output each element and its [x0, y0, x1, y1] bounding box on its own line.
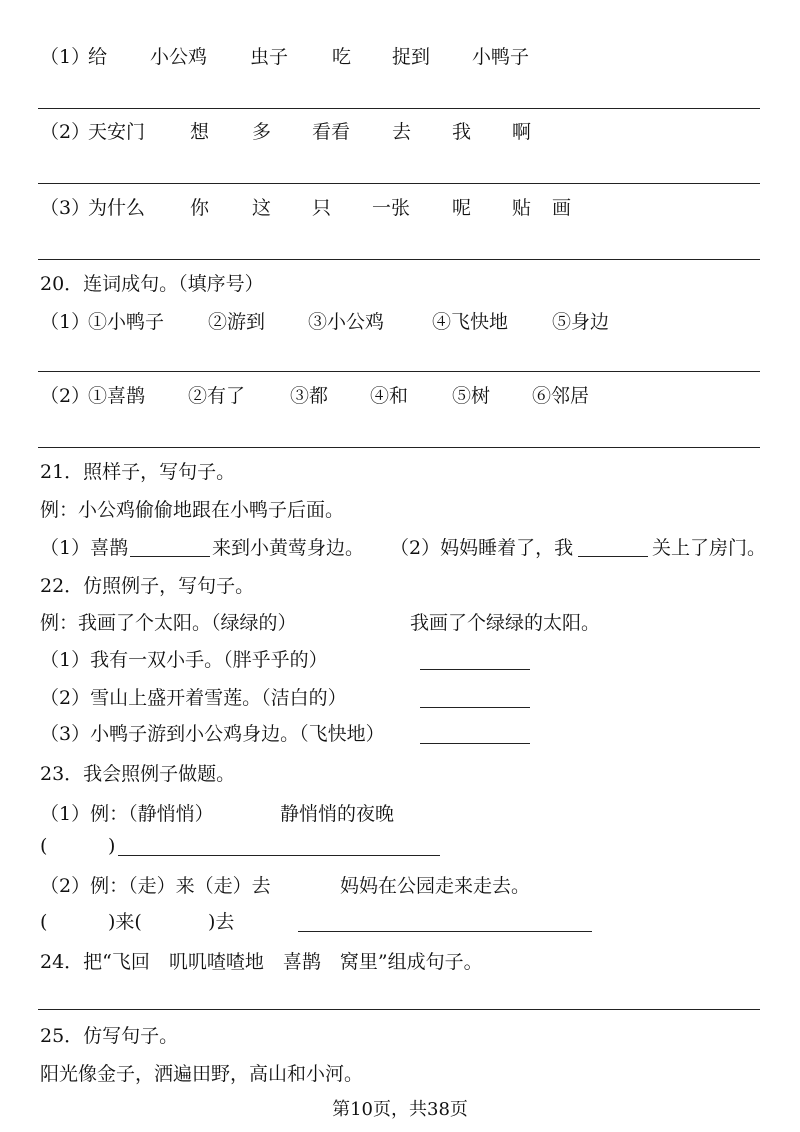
paren-open: ( [40, 835, 48, 857]
word: 贴 [512, 197, 532, 219]
answer-blank[interactable] [420, 669, 530, 670]
word: ②游到 [208, 311, 266, 333]
item-text: （2）雪山上盛开着雪莲。（洁白的） [40, 687, 347, 709]
word: 吃 [332, 46, 352, 68]
q25-title: 25．仿写句子。 [40, 1025, 179, 1047]
word: 看看 [312, 121, 351, 143]
word: ④飞快地 [432, 311, 509, 333]
example-sentence: 例：我画了个太阳。（绿绿的） [40, 612, 297, 634]
example-word: （1）例：（静悄悄） [40, 803, 214, 825]
word: ⑤身边 [552, 311, 610, 333]
word: 捉到 [392, 46, 431, 68]
word: 去 [392, 121, 412, 143]
word: 一张 [372, 197, 411, 219]
word: 画 [552, 197, 572, 219]
word: 小鸭子 [472, 46, 530, 68]
word: 天安门 [88, 121, 146, 143]
word: 呢 [452, 197, 472, 219]
answer-blank[interactable] [420, 707, 530, 708]
word: ②有了 [188, 385, 246, 407]
q23-title: 23．我会照例子做题。 [40, 763, 236, 785]
word: ①喜鹊 [88, 385, 146, 407]
item-number: （1） [40, 46, 91, 68]
answer-line[interactable] [38, 259, 760, 260]
q20-title: 20．连词成句。（填序号） [40, 273, 264, 295]
answer-line[interactable] [38, 108, 760, 109]
item-text: （1）我有一双小手。（胖乎乎的） [40, 649, 328, 671]
answer-line[interactable] [38, 183, 760, 184]
item-number: （3） [40, 197, 91, 219]
item-number: （2） [40, 385, 91, 407]
qu-text: )去 [208, 911, 235, 933]
word: ⑤树 [452, 385, 491, 407]
example-word: （2）例：（走）来（走）去 [40, 875, 271, 897]
word: 只 [312, 197, 332, 219]
item-number: （1） [40, 311, 91, 333]
fill-blank[interactable] [130, 556, 210, 557]
q21-example: 例：小公鸡偷偷地跟在小鸭子后面。 [40, 499, 345, 521]
lai-text: )来( [108, 911, 142, 933]
item-1-start: （1）喜鹊 [40, 537, 129, 559]
paren-open: ( [40, 911, 48, 933]
word: 多 [252, 121, 272, 143]
word: 想 [190, 121, 210, 143]
answer-line[interactable] [38, 1009, 760, 1010]
item-2-end: 关上了房门。 [652, 537, 767, 559]
word: 为什么 [88, 197, 146, 219]
item-2-start: （2）妈妈睡着了，我 [390, 537, 574, 559]
word: 这 [252, 197, 272, 219]
item-1-end: 来到小黄莺身边。 [212, 537, 365, 559]
answer-line[interactable] [38, 447, 760, 448]
q21-title: 21．照样子，写句子。 [40, 461, 236, 483]
item-number: （2） [40, 121, 91, 143]
paren-close: ) [108, 835, 116, 857]
word: ①小鸭子 [88, 311, 165, 333]
example-answer: 妈妈在公园走来走去。 [340, 875, 531, 897]
word: 我 [452, 121, 472, 143]
word: 虫子 [250, 46, 289, 68]
word: ④和 [370, 385, 409, 407]
fill-blank[interactable] [578, 556, 648, 557]
q24-title: 24．把“飞回 叽叽喳喳地 喜鹊 窝里”组成句子。 [40, 951, 483, 973]
page-number: 第10页，共38页 [332, 1099, 468, 1120]
answer-line[interactable] [38, 371, 760, 372]
q25-example: 阳光像金子，洒遍田野，高山和小河。 [40, 1063, 364, 1085]
example-answer: 静悄悄的夜晚 [280, 803, 395, 825]
answer-blank[interactable] [118, 855, 440, 856]
word: ③小公鸡 [308, 311, 385, 333]
word: 给 [88, 46, 108, 68]
q22-title: 22．仿照例子，写句子。 [40, 575, 255, 597]
example-answer: 我画了个绿绿的太阳。 [410, 612, 601, 634]
item-text: （3）小鸭子游到小公鸡身边。（飞快地） [40, 723, 385, 745]
word: 啊 [512, 121, 532, 143]
word: 小公鸡 [150, 46, 208, 68]
answer-blank[interactable] [420, 743, 530, 744]
word: ⑥邻居 [532, 385, 590, 407]
answer-blank[interactable] [298, 931, 592, 932]
word: 你 [190, 197, 210, 219]
word: ③都 [290, 385, 329, 407]
